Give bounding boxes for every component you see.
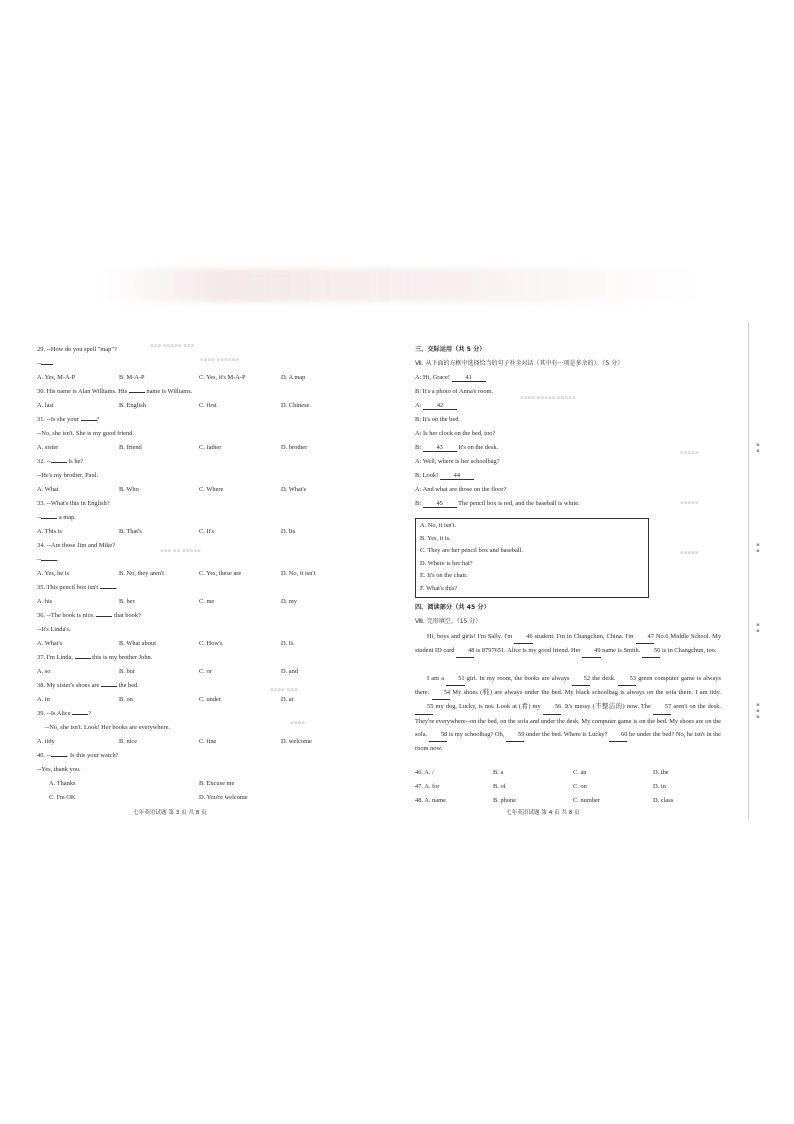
q32-option-d[interactable]: D. What's [281, 486, 307, 493]
q33-option-a[interactable]: A. This is [37, 528, 62, 535]
dialogue-line-4: B: It's on the bed. [415, 416, 460, 423]
box-option-c[interactable]: C. They are her pencil box and baseball. [420, 547, 523, 554]
q34-option-a[interactable]: A. Yes, he is [37, 570, 69, 577]
q35-option-c[interactable]: C. me [199, 598, 215, 605]
q32-option-c[interactable]: C. Where [199, 486, 224, 493]
q30-option-a[interactable]: A. last [37, 402, 54, 409]
dialogue-line-7: A: Well, where is her schoolbag? [415, 458, 500, 465]
q35-option-d[interactable]: D. my [281, 598, 297, 605]
q48-option-b[interactable]: B. phone [493, 797, 517, 804]
q40-option-c[interactable]: C. I'm OK [49, 794, 76, 801]
dialogue-line-2: B: It's a photo of Anna's room. [415, 388, 494, 395]
cloze-paragraph-1: Hi, boys and girls! I'm Sally. I'm 46 student. I'm in Changchun, China. I'm 47 No.6 Middle School. My student ID card 48 is 8797651. Alice is my good friend. Her 49 name is Smith. 50 is in Changchun, too. [415, 630, 721, 658]
q31-reply: --No, she isn't. She is my good friend. [37, 430, 135, 437]
q47-option-b[interactable]: B. of [493, 783, 506, 790]
section-4-heading: 四、阅读部分（共 45 分） [415, 604, 490, 611]
q33-option-c[interactable]: C. It's [199, 528, 214, 535]
q35-stem: 35. This pencil box isn't . [37, 584, 118, 591]
right-page-footer: 七年英语试题 第 4 页 共 8 页 [506, 810, 580, 816]
q32-option-a[interactable]: A. What [37, 486, 59, 493]
margin-mark-1: ▪▪ [755, 442, 761, 454]
q34-option-c[interactable]: C. Yes, these are [199, 570, 242, 577]
q47-option-d[interactable]: D. in [653, 783, 666, 790]
q35-option-a[interactable]: A. his [37, 598, 53, 605]
q32-stem: 32. -- is he? [37, 458, 84, 465]
q40-reply: --Yes, thank you. [37, 766, 81, 773]
part-8-instruction: Ⅷ. 完形填空。（15 分） [415, 618, 482, 625]
q29-option-b[interactable]: B. M-A-P [119, 374, 145, 381]
q30-option-c[interactable]: C. first [199, 402, 217, 409]
q29-option-c[interactable]: C. Yes, it's M-A-P [199, 374, 246, 381]
answer-options-box [415, 518, 649, 598]
q37-option-b[interactable]: B. but [119, 668, 135, 675]
q31-option-a[interactable]: A. sister [37, 444, 59, 451]
q40-option-a[interactable]: A. Thanks [49, 780, 76, 787]
q39-stem: 39. --Is Alice ? [37, 710, 91, 717]
q30-option-d[interactable]: D. Chinese [281, 402, 310, 409]
q34-reply: -- . [37, 556, 59, 563]
q38-option-a[interactable]: A. in [37, 696, 50, 703]
dialogue-line-10: B: 45 The pencil box is red, and the baseball is white. [415, 500, 580, 507]
q30-stem: 30. His name is Alan Williams. His name is Williams. [37, 388, 193, 395]
dialogue-line-9: A: And what are those on the floor? [415, 486, 507, 493]
q36-option-c[interactable]: C. How's [199, 640, 223, 647]
q38-option-b[interactable]: B. on [119, 696, 133, 703]
scan-smudge [100, 268, 700, 302]
dialogue-line-3: A: 42 [415, 403, 457, 410]
q48-option-c[interactable]: C. number [573, 797, 600, 804]
q46-option-c[interactable]: C. an [573, 769, 587, 776]
margin-mark-3: ▪▪ [755, 622, 761, 634]
q37-option-d[interactable]: D. and [281, 668, 299, 675]
q37-option-a[interactable]: A. so [37, 668, 51, 675]
q46-option-b[interactable]: B. a [493, 769, 504, 776]
left-page-footer: 七年英语试题 第 3 页 共 8 页 [133, 810, 207, 816]
q36-reply: --It's Linda's. [37, 626, 71, 633]
q31-option-d[interactable]: D. brother [281, 444, 308, 451]
q37-option-c[interactable]: C. or [199, 668, 212, 675]
q40-stem: 40. -- . Is this your watch? [37, 752, 119, 759]
section-3-heading: 三、交际运用（共 5 分） [415, 346, 486, 353]
box-option-d[interactable]: D. Where is her hat? [420, 559, 473, 567]
q30-option-b[interactable]: B. English [119, 402, 146, 409]
q29-stem: 29. --How do you spell "map"? [37, 346, 117, 353]
q29-option-d[interactable]: D. A map [281, 374, 306, 381]
q37-stem: 37. I'm Linda, this is my brother John. [37, 654, 153, 661]
q29-reply: -- [37, 361, 53, 367]
q40-option-b[interactable]: B. Excuse me [199, 780, 235, 787]
dialogue-line-1: A: Hi, Grace! 41 [415, 375, 486, 382]
q36-stem: 36. --The book is nice. that book? [37, 612, 141, 619]
q33-option-b[interactable]: B. That's [119, 528, 142, 535]
q38-option-d[interactable]: D. at [281, 696, 294, 703]
q32-reply: --He's my brother, Paul. [37, 472, 99, 479]
q47-option-c[interactable]: C. on [573, 783, 587, 790]
q29-option-a[interactable]: A. Yes, M-A-P [37, 374, 76, 381]
dialogue-line-6: B: 43 It's on the desk. [415, 444, 499, 451]
box-option-b[interactable]: B. Yes, it is. [420, 534, 451, 542]
q38-stem: 38. My sister's shoes are the bed. [37, 682, 139, 689]
q33-option-d[interactable]: D. Its [281, 528, 296, 535]
q36-option-a[interactable]: A. What's [37, 640, 63, 647]
q40-option-d[interactable]: D. You're welcome [199, 794, 248, 801]
q31-option-c[interactable]: C. father [199, 444, 222, 451]
q32-option-b[interactable]: B. Who [119, 486, 139, 493]
q36-option-d[interactable]: D. Is [281, 640, 294, 647]
q34-option-d[interactable]: D. No, it isn't [281, 570, 316, 577]
q48-option-a[interactable]: 48. A. name [415, 797, 446, 804]
q39-option-b[interactable]: B. nice [119, 738, 138, 745]
dialogue-line-8: B: Look! 44 [415, 473, 474, 480]
q47-option-a[interactable]: 47. A. for [415, 783, 440, 790]
q31-option-b[interactable]: B. friend [119, 444, 142, 451]
q46-option-a[interactable]: 46. A. / [415, 769, 434, 776]
q38-option-c[interactable]: C. under [199, 696, 222, 703]
part-7-instruction: Ⅶ. 从下面的方框中选择恰当的句子补全对话（其中有一项是多余的）。（5 分） [415, 360, 624, 367]
q33-reply: -- a map. [37, 514, 76, 521]
q48-option-d[interactable]: D. class [653, 797, 674, 804]
q36-option-b[interactable]: B. What about [119, 640, 156, 647]
q35-option-b[interactable]: B. her [119, 598, 135, 605]
q39-reply: --No, she isn't. Look! Her books are everywhere. [45, 724, 171, 731]
dialogue-line-5: A: Is her clock on the bed, too? [415, 430, 496, 437]
q39-option-c[interactable]: C. fine [199, 738, 217, 745]
q39-option-a[interactable]: A. tidy [37, 738, 55, 745]
q34-option-b[interactable]: B. No, they aren't [119, 570, 164, 577]
q46-option-d[interactable]: D. the [653, 769, 669, 776]
box-option-a[interactable]: A. No, it isn't. [420, 522, 456, 529]
q33-stem: 33. --What's this in English? [37, 500, 110, 507]
margin-mark-2: ▪▪ [755, 542, 761, 554]
margin-mark-4: ▪▪▪ [755, 702, 761, 720]
box-option-e[interactable]: E. It's on the chair. [420, 572, 468, 579]
q31-stem: 31. --Is she your ? [37, 416, 100, 423]
q39-option-d[interactable]: D. welcome [281, 738, 312, 745]
box-option-f[interactable]: F. What's this? [420, 584, 458, 592]
binding-margin [748, 322, 771, 820]
cloze-paragraph-2: I am a 51 girl. In my room, the books are always 52 the desk. 53 green computer game is always there. 54 My shoes (鞋) are always under the bed. My black schoolbag is always on the sofa there. I am tidy. 55 my dog, Lucky, is not. Look at (看) my 56. It's messy (不整洁的) now. The 57 aren't on the desk. They're everywhere--on the bed, on the sofa and under the desk. My computer game is on the bed. My shoes are on the sofa. 58 is my schoolbag? Oh, 59 under the bed. Where is Lucky? 60 he under the bed? No, he isn't in the room now. [415, 672, 721, 755]
q34-stem: 34. --Are those Jim and Mike? [37, 542, 116, 549]
